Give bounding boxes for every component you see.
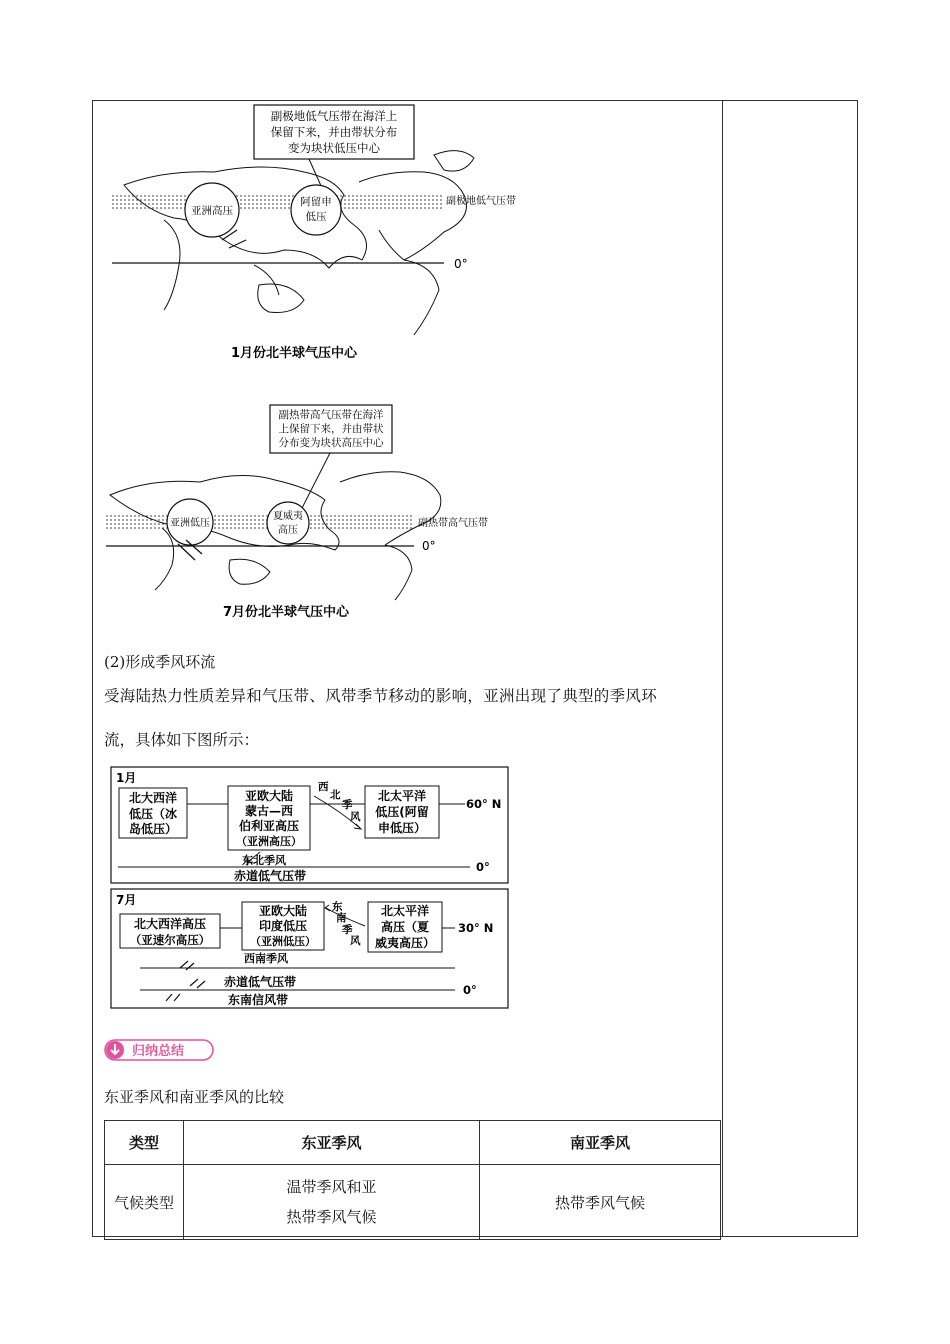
jan-box1-line1: 北大西洋 bbox=[128, 791, 178, 805]
jan-box2-line3: 伯利亚高压 bbox=[238, 819, 300, 833]
row-label-climate: 气候类型 bbox=[105, 1165, 184, 1240]
jan-ne-monsoon: 东北季风 bbox=[242, 854, 286, 867]
map1-equator-label: 0° bbox=[454, 257, 468, 271]
map2-equator-label: 0° bbox=[422, 539, 436, 553]
map1-caption: 1月份北半球气压中心 bbox=[230, 346, 358, 361]
cell-east-line1: 温带季风和亚 bbox=[286, 1178, 377, 1196]
summary-badge bbox=[104, 1039, 214, 1061]
comparison-table bbox=[104, 1120, 721, 1240]
header-type: 类型 bbox=[105, 1121, 184, 1165]
summary-badge-label: 归纳总结 bbox=[132, 1044, 185, 1059]
jan-wind-nw-1: 西 bbox=[318, 781, 329, 793]
jul-zero: 0° bbox=[463, 983, 477, 997]
jan-box3-line3: 申低压） bbox=[377, 821, 427, 835]
jul-lat-label: 30° N bbox=[458, 921, 494, 935]
map1-callout-line1: 副极地低气压带在海洋上 bbox=[270, 109, 398, 123]
jan-month: 1月 bbox=[116, 771, 137, 785]
cell-south-climate: 热带季风气候 bbox=[480, 1165, 721, 1240]
jan-box2-line2: 蒙古—西 bbox=[244, 804, 294, 818]
diagram-july bbox=[110, 888, 510, 1010]
cell-east-line2: 热带季风气候 bbox=[286, 1208, 377, 1226]
jan-zero: 0° bbox=[476, 860, 490, 874]
jan-box3-line1: 北太平洋 bbox=[377, 789, 427, 803]
section-body-line2: 流，具体如下图所示： bbox=[104, 731, 260, 749]
jan-lat-label: 60° N bbox=[466, 797, 502, 811]
map2-callout-line2: 上保留下来，并由带状 bbox=[278, 423, 384, 435]
jan-box3-line2: 低压(阿留 bbox=[375, 805, 429, 819]
map1-center-aleutian-1: 阿留申 bbox=[300, 196, 332, 208]
jul-box2-line3: （亚洲低压） bbox=[250, 935, 316, 948]
map2-callout-line3: 分布变为块状高压中心 bbox=[278, 437, 384, 449]
map2-center-asia-low: 亚洲低压 bbox=[170, 518, 210, 529]
header-east-asia: 东亚季风 bbox=[184, 1121, 480, 1165]
jul-box3-line1: 北太平洋 bbox=[380, 904, 430, 918]
map1-callout-line2: 保留下来，并由带状分布 bbox=[270, 125, 398, 139]
jul-month: 7月 bbox=[116, 893, 137, 907]
jan-wind-nw-4: 风 bbox=[350, 811, 361, 823]
jan-box2-line1: 亚欧大陆 bbox=[244, 789, 294, 803]
jul-box2-line2: 印度低压 bbox=[258, 919, 308, 933]
jul-wind-se-2: 南 bbox=[336, 912, 347, 924]
map1-center-asia-high: 亚洲高压 bbox=[191, 205, 233, 217]
jul-wind-se-1: 东 bbox=[332, 901, 343, 913]
header-south-asia: 南亚季风 bbox=[480, 1121, 721, 1165]
jan-box2-line4: （亚洲高压） bbox=[236, 835, 302, 848]
jan-box1-line2: 低压（冰 bbox=[128, 807, 178, 821]
jul-wind-se-4: 风 bbox=[350, 935, 361, 947]
map2-callout-line1: 副热带高气压带在海洋 bbox=[278, 409, 384, 421]
map-july bbox=[100, 400, 520, 630]
jul-box1-line2: （亚速尔高压） bbox=[129, 933, 211, 947]
jan-eq-low: 赤道低气压带 bbox=[234, 869, 307, 883]
table-row bbox=[105, 1165, 721, 1240]
cell-east-climate bbox=[184, 1165, 480, 1240]
jul-wind-se-3: 季 bbox=[342, 924, 353, 936]
section-body-line1: 受海陆热力性质差异和气压带、风带季节移动的影响，亚洲出现了典型的季风环 bbox=[104, 687, 658, 705]
map2-center-hawaii-1: 夏威夷 bbox=[273, 511, 303, 522]
right-column-divider bbox=[722, 100, 723, 1237]
table-header-row bbox=[105, 1121, 721, 1165]
map1-belt-label: 副极地低气压带 bbox=[446, 196, 516, 207]
comparison-title: 东亚季风和南亚季风的比较 bbox=[104, 1088, 285, 1106]
jul-sw-monsoon: 西南季风 bbox=[244, 952, 288, 965]
jul-box1-line1: 北大西洋高压 bbox=[133, 917, 207, 931]
jan-wind-nw-2: 北 bbox=[330, 789, 341, 801]
map-january bbox=[104, 100, 524, 370]
jan-wind-nw-3: 季 bbox=[342, 799, 353, 811]
map1-center-aleutian-2: 低压 bbox=[305, 211, 327, 223]
map2-caption: 7月份北半球气压中心 bbox=[222, 605, 350, 620]
jan-box1-line3: 岛低压） bbox=[128, 822, 178, 836]
jul-eq-low: 赤道低气压带 bbox=[224, 975, 297, 989]
jul-box2-line1: 亚欧大陆 bbox=[258, 904, 308, 918]
map1-callout-line3: 变为块状低压中心 bbox=[288, 141, 380, 155]
jul-box3-line2: 高压（夏 bbox=[380, 920, 430, 934]
map2-belt-label: 副热带高气压带 bbox=[418, 518, 488, 529]
diagram-january bbox=[110, 766, 510, 886]
section-heading: (2)形成季风环流 bbox=[104, 653, 216, 671]
jul-se-trade: 东南信风带 bbox=[228, 993, 289, 1007]
map2-center-hawaii-2: 高压 bbox=[278, 525, 298, 536]
jul-box3-line3: 威夷高压） bbox=[374, 936, 436, 950]
